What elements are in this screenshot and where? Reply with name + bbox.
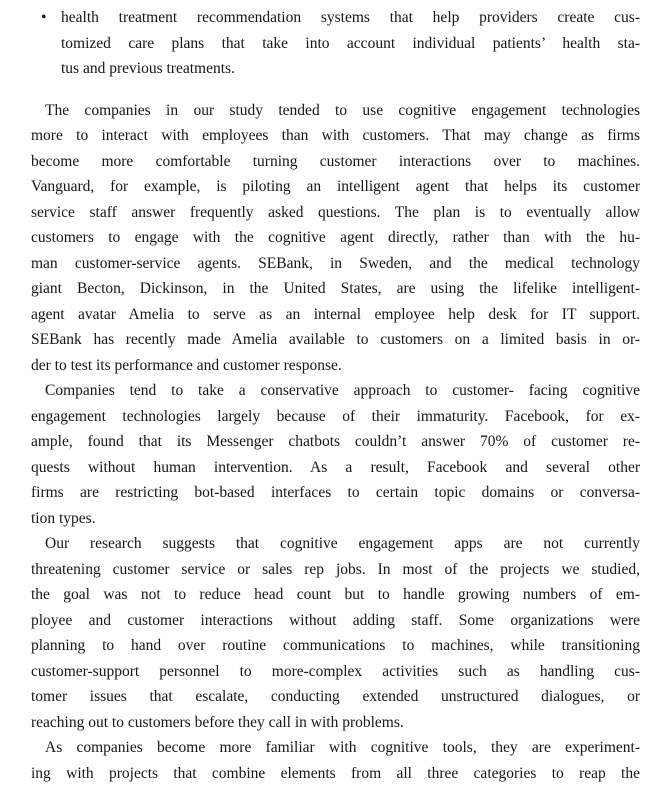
text-line: engagement technologies largely because of their immaturity. Facebook, for ex- xyxy=(31,404,640,430)
text-line: As companies become more familiar with cognitive tools, they are experiment- xyxy=(31,735,640,761)
text-line: giant Becton, Dickinson, in the United States, are using the lifelike intelligent- xyxy=(31,276,640,302)
bullet-text xyxy=(61,5,640,82)
paragraph-experimenting xyxy=(31,735,640,786)
text-line: firms are restricting bot-based interfaces to certain topic domains or conversa- xyxy=(31,480,640,506)
text-line: The companies in our study tended to use cognitive engagement technologies xyxy=(31,98,640,124)
bullet-marker: • xyxy=(41,5,46,31)
text-line: tomized care plans that take into account individual patients’ health sta- xyxy=(61,31,640,57)
text-line: tus and previous treatments. xyxy=(61,56,640,82)
text-line: man customer-service agents. SEBank, in Sweden, and the medical technology xyxy=(31,251,640,277)
paragraph-conservative-approach xyxy=(31,378,640,531)
text-line: service staff answer frequently asked questions. The plan is to eventually allow xyxy=(31,200,640,226)
text-line: tomer issues that escalate, conducting extended unstructured dialogues, or xyxy=(31,684,640,710)
text-line: health treatment recommendation systems that help providers create cus- xyxy=(61,5,640,31)
text-line: become more comfortable turning customer interactions over to machines. xyxy=(31,149,640,175)
text-line: der to test its performance and customer response. xyxy=(31,353,640,379)
paragraph-study-companies xyxy=(31,98,640,379)
paragraph-research-findings xyxy=(31,531,640,735)
text-line: Vanguard, for example, is piloting an intelligent agent that helps its customer xyxy=(31,174,640,200)
text-line: Companies tend to take a conservative approach to customer- facing cognitive xyxy=(31,378,640,404)
text-line: customers to engage with the cognitive agent directly, rather than with the hu- xyxy=(31,225,640,251)
text-line: tion types. xyxy=(31,506,640,532)
text-line: ployee and customer interactions without adding staff. Some organizations were xyxy=(31,608,640,634)
text-line: agent avatar Amelia to serve as an internal employee help desk for IT support. xyxy=(31,302,640,328)
bullet-item xyxy=(31,5,640,82)
text-line: threatening customer service or sales rep jobs. In most of the projects we studied, xyxy=(31,557,640,583)
text-line: the goal was not to reduce head count but to handle growing numbers of em- xyxy=(31,582,640,608)
text-line: ample, found that its Messenger chatbots couldn’t answer 70% of customer re- xyxy=(31,429,640,455)
text-line: Our research suggests that cognitive engagement apps are not currently xyxy=(31,531,640,557)
text-line: reaching out to customers before they call in with problems. xyxy=(31,710,640,736)
text-line: more to interact with employees than with customers. That may change as firms xyxy=(31,123,640,149)
text-line: ing with projects that combine elements from all three categories to reap the xyxy=(31,761,640,786)
text-line: SEBank has recently made Amelia available to customers on a limited basis in or- xyxy=(31,327,640,353)
text-line: quests without human intervention. As a result, Facebook and several other xyxy=(31,455,640,481)
text-line: planning to hand over routine communications to machines, while transitioning xyxy=(31,633,640,659)
text-line: customer-support personnel to more-complex activities such as handling cus- xyxy=(31,659,640,685)
